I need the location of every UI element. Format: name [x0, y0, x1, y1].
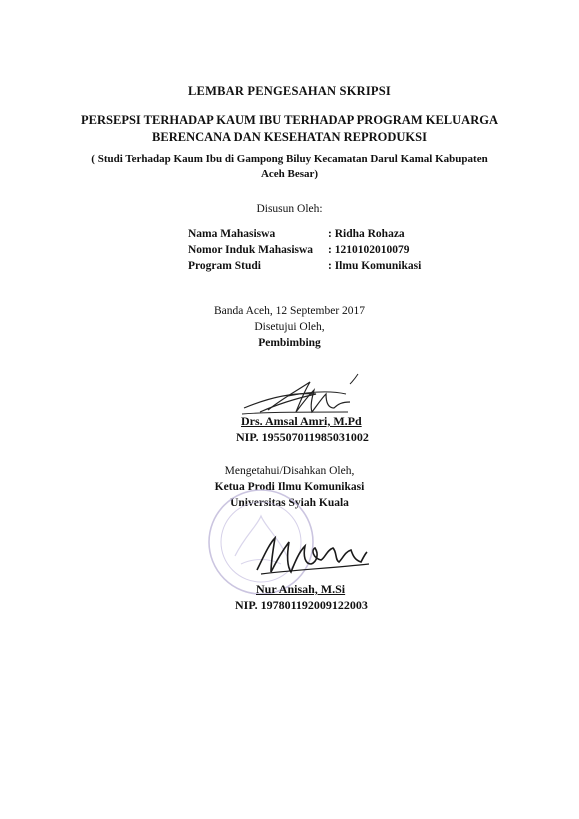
thesis-title [0, 112, 579, 146]
student-name-value: : Ridha Rohaza [328, 228, 405, 240]
head-name: Nur Anisah, M.Si [256, 582, 346, 596]
advisor-role: Pembimbing [258, 337, 321, 349]
thesis-title-line-2: BERENCANA DAN KESEHATAN REPRODUKSI [152, 130, 427, 144]
student-program-row [188, 258, 421, 274]
student-program-label: Program Studi [188, 260, 261, 272]
student-program-value: : Ilmu Komunikasi [328, 260, 422, 272]
acknowledged-by-label: Mengetahui/Disahkan Oleh, [224, 465, 355, 477]
head-signature [253, 528, 373, 580]
page-title: LEMBAR PENGESAHAN SKRIPSI [188, 84, 391, 98]
student-nim-label: Nomor Induk Mahasiswa [188, 244, 314, 256]
thesis-subtitle [0, 152, 579, 182]
head-role: Ketua Prodi Ilmu Komunikasi [214, 481, 365, 493]
approval-block [0, 303, 579, 351]
head-nip: NIP. 197801192009122003 [235, 598, 368, 612]
advisor-name: Drs. Amsal Amri, M.Pd [241, 414, 362, 428]
student-name-row [188, 226, 421, 242]
university-name: Universitas Syiah Kuala [230, 497, 349, 509]
thesis-subtitle-line-1: ( Studi Terhadap Kaum Ibu di Gampong Biluy Kecamatan Darul Kamal Kabupaten [91, 153, 488, 165]
student-nim-value: : 1210102010079 [328, 244, 410, 256]
advisor-signature [238, 368, 368, 420]
student-name-label: Nama Mahasiswa [188, 228, 276, 240]
thesis-title-line-1: PERSEPSI TERHADAP KAUM IBU TERHADAP PROGRAM KELUARGA [81, 113, 498, 127]
student-info [188, 226, 421, 274]
advisor-nip: NIP. 195507011985031002 [236, 430, 369, 444]
approved-by-label: Disetujui Oleh, [254, 321, 325, 333]
prepared-by-label: Disusun Oleh: [256, 203, 323, 215]
thesis-subtitle-line-2: Aceh Besar) [260, 168, 319, 180]
student-nim-row [188, 242, 421, 258]
place-date: Banda Aceh, 12 September 2017 [213, 305, 366, 317]
